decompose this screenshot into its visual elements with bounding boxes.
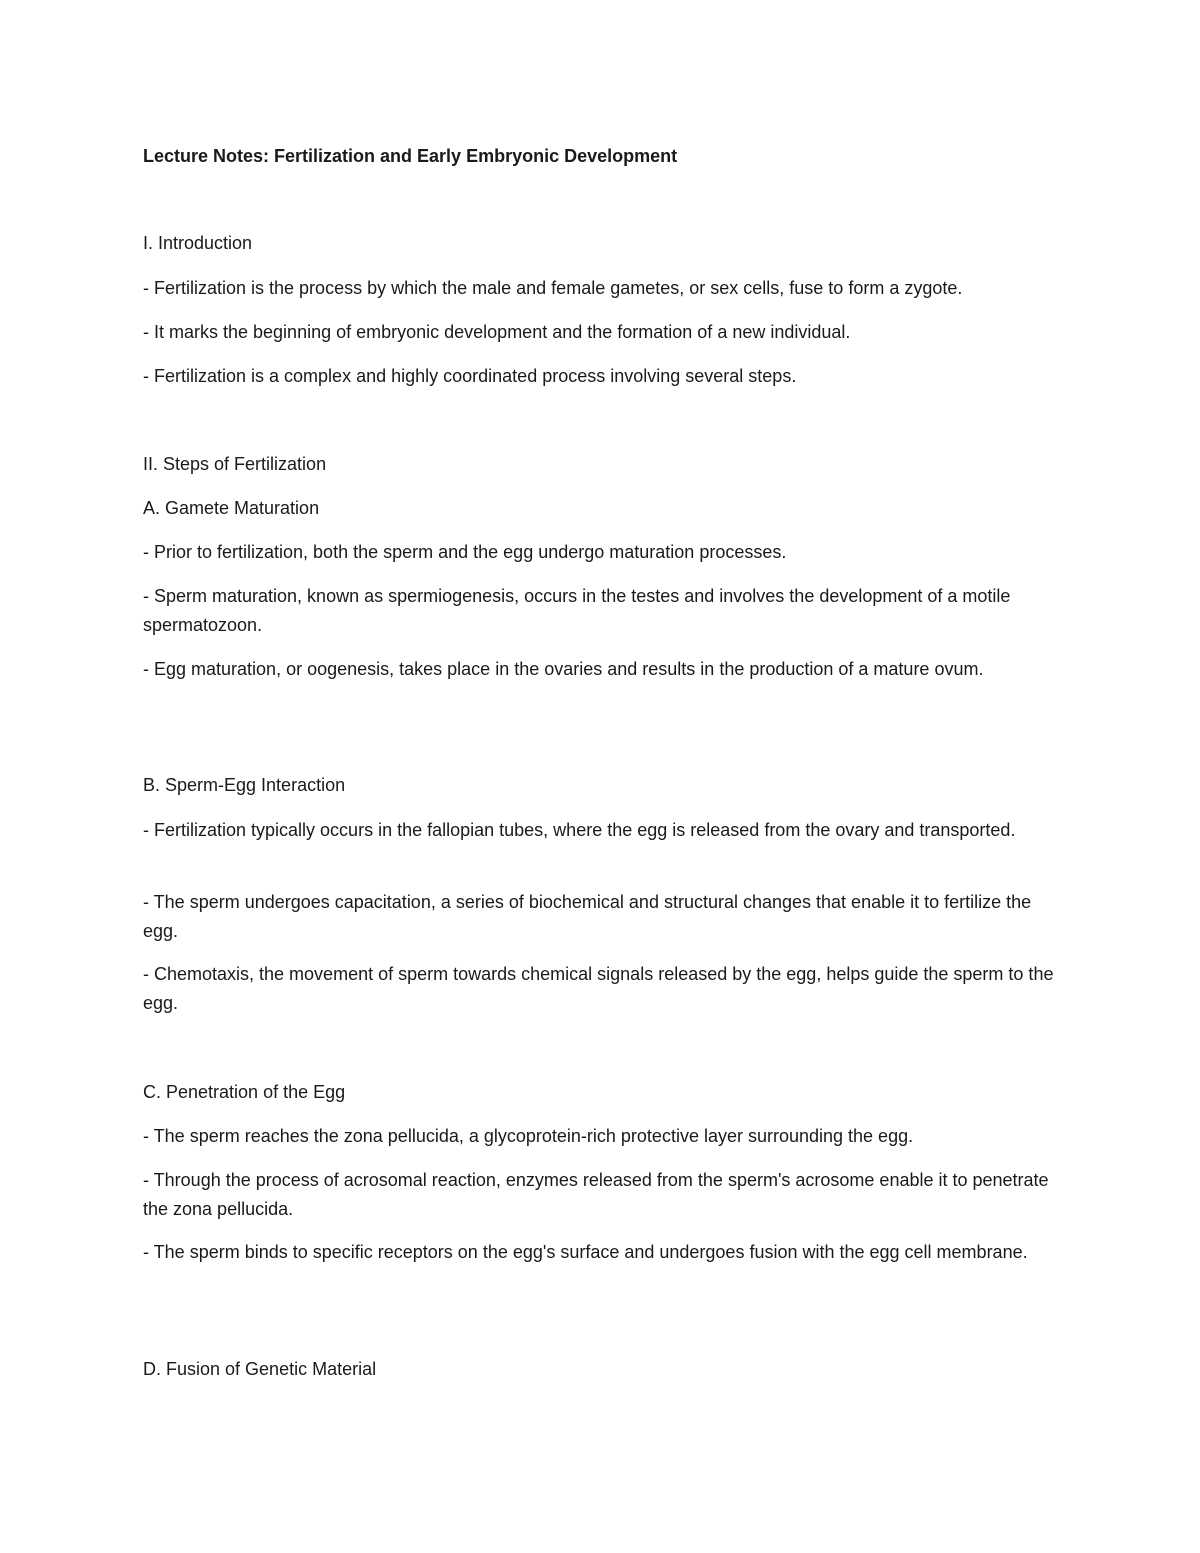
bullet-item: - Prior to fertilization, both the sperm and the egg undergo maturation processes. bbox=[143, 542, 787, 562]
bullet-item: - Fertilization is the process by which the male and female gametes, or sex cells, fuse to form a zygote. bbox=[143, 278, 963, 298]
bullet-item: - The sperm undergoes capacitation, a series of biochemical and structural changes that enable it to fertilize the egg. bbox=[143, 892, 1032, 941]
section-heading: I. Introduction bbox=[143, 233, 253, 253]
bullet-item: - Chemotaxis, the movement of sperm towards chemical signals released by the egg, helps guide the sperm to the egg. bbox=[143, 964, 1054, 1013]
bullet-item: - Fertilization typically occurs in the fallopian tubes, where the egg is released from the ovary and transported. bbox=[143, 820, 1016, 840]
bullet-item: - The sperm binds to specific receptors on the egg's surface and undergoes fusion with the egg cell membrane. bbox=[143, 1242, 1028, 1262]
bullet-item: - Through the process of acrosomal reaction, enzymes released from the sperm's acrosome enable it to penetrate the zona pellucida. bbox=[143, 1170, 1049, 1219]
subsection-heading: A. Gamete Maturation bbox=[143, 498, 320, 518]
subsection-heading: D. Fusion of Genetic Material bbox=[143, 1359, 377, 1379]
bullet-item: - Sperm maturation, known as spermiogenesis, occurs in the testes and involves the development of a motile spermatozoon. bbox=[143, 586, 1011, 635]
bullet-item: - The sperm reaches the zona pellucida, a glycoprotein-rich protective layer surrounding the egg. bbox=[143, 1126, 914, 1146]
section-heading: II. Steps of Fertilization bbox=[143, 454, 327, 474]
bullet-item: - It marks the beginning of embryonic development and the formation of a new individual. bbox=[143, 322, 851, 342]
subsection-heading: C. Penetration of the Egg bbox=[143, 1082, 346, 1102]
subsection-heading: B. Sperm-Egg Interaction bbox=[143, 775, 346, 795]
bullet-item: - Fertilization is a complex and highly coordinated process involving several steps. bbox=[143, 366, 797, 386]
bullet-item: - Egg maturation, or oogenesis, takes place in the ovaries and results in the production of a mature ovum. bbox=[143, 659, 984, 679]
document-title: Lecture Notes: Fertilization and Early Embryonic Development bbox=[143, 146, 678, 166]
